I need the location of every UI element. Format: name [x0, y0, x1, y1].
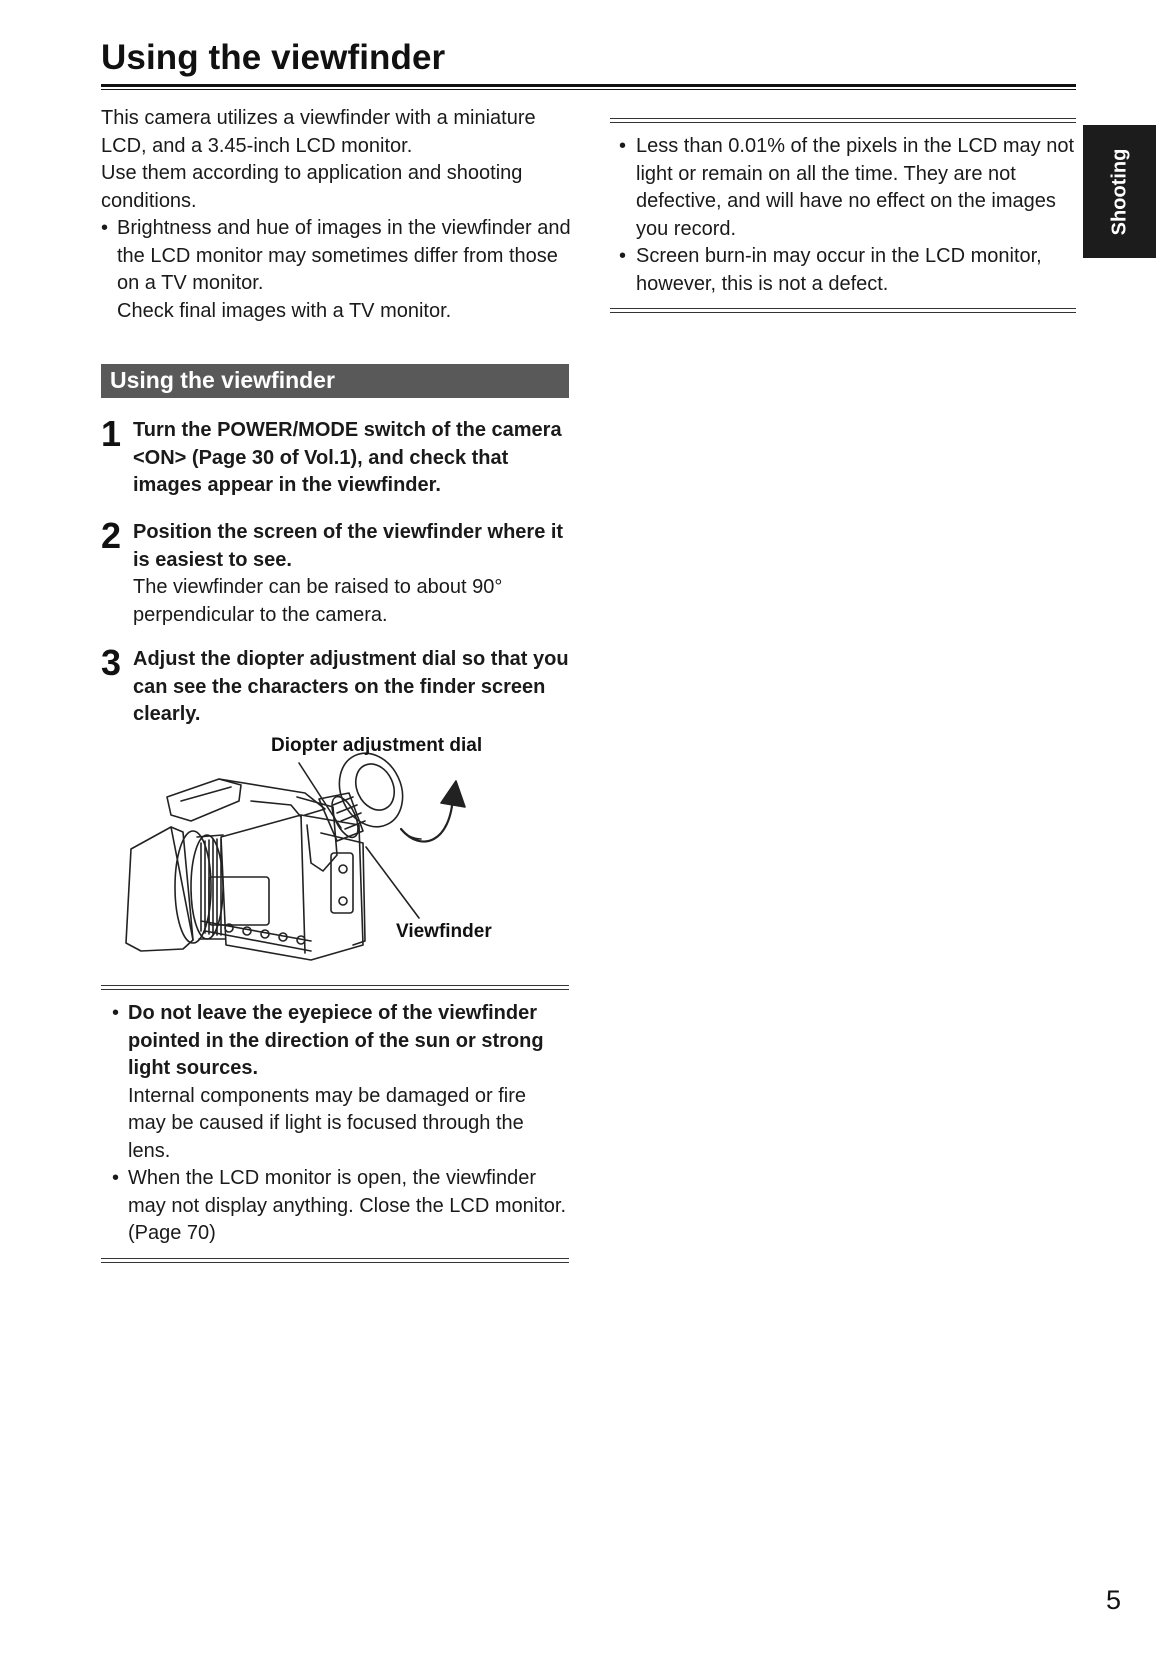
divider: [101, 985, 569, 986]
note-warning-bold: Do not leave the eyepiece of the viewfinder pointed in the direction of the sun or strong light sources.: [128, 1002, 544, 1079]
camera-figure: [101, 735, 571, 1005]
intro-text-2: Use them according to application and shooting conditions.: [101, 162, 523, 212]
right-note-text: Less than 0.01% of the pixels in the LCD may not light or remain on all the time. They are not defective, and will have no effect on the images you record.: [636, 135, 1075, 240]
note-lcd: [101, 1165, 569, 1248]
side-tab-shooting[interactable]: [1083, 125, 1156, 258]
step-3: [101, 642, 571, 729]
bullet-icon: •: [619, 245, 627, 267]
right-notes-box: [610, 118, 1076, 313]
title-rule: [101, 84, 1076, 87]
step-instruction: Turn the POWER/MODE switch of the camera <ON> (Page 30 of Vol.1), and check that images appear in the viewfinder.: [133, 419, 562, 496]
divider: [610, 118, 1076, 119]
section-heading: Using the viewfinder: [110, 367, 335, 393]
title-rule-thin: [101, 89, 1076, 90]
right-note-item: [610, 243, 1076, 298]
right-note-item: [610, 133, 1076, 243]
bullet-dot-icon: •: [101, 217, 109, 239]
divider: [101, 1258, 569, 1259]
step-number: 3: [101, 642, 122, 683]
divider: [610, 308, 1076, 309]
step-number: 1: [101, 413, 122, 454]
divider: [610, 312, 1076, 313]
intro-block: [101, 105, 571, 325]
label-viewfinder: Viewfinder: [396, 921, 492, 942]
section-heading-bar: [101, 364, 569, 398]
camcorder-illustration: [101, 735, 571, 1005]
page-number: 5: [1106, 1585, 1122, 1615]
intro-bullet-subtext: Check final images with a TV monitor.: [117, 299, 452, 322]
intro-bullet: [101, 215, 571, 325]
right-note-text: Screen burn-in may occur in the LCD monitor, however, this is not a defect.: [636, 245, 1042, 295]
note-warning-text: Internal components may be damaged or fire may be caused if light is focused through the lens.: [128, 1084, 526, 1162]
intro-text-1: This camera utilizes a viewfinder with a miniature LCD, and a 3.45-inch LCD monitor.: [101, 107, 536, 157]
step-number: 2: [101, 515, 122, 556]
step-detail: The viewfinder can be raised to about 90° perpendicular to the camera.: [133, 576, 503, 626]
label-diopter-dial: Diopter adjustment dial: [271, 735, 483, 756]
note-warning: [101, 1000, 569, 1165]
step-1: [101, 413, 571, 500]
step-instruction: Adjust the diopter adjustment dial so that you can see the characters on the finder screen clearly.: [133, 648, 569, 725]
page-title: Using the viewfinder: [101, 38, 446, 77]
step-instruction: Position the screen of the viewfinder where it is easiest to see.: [133, 521, 564, 571]
note-lcd-text: When the LCD monitor is open, the viewfinder may not display anything. Close the LCD monitor. (Page 70): [128, 1167, 566, 1244]
notes-box: [101, 985, 569, 1263]
step-2: [101, 515, 571, 629]
bullet-icon: •: [619, 135, 627, 157]
side-tab-label: Shooting: [1108, 148, 1130, 235]
bullet-icon: •: [112, 1167, 120, 1189]
divider: [101, 1262, 569, 1263]
intro-bullet-text: Brightness and hue of images in the viewfinder and the LCD monitor may sometimes differ from those on a TV monitor.: [117, 217, 571, 294]
bullet-dot-icon: •: [112, 1002, 120, 1024]
